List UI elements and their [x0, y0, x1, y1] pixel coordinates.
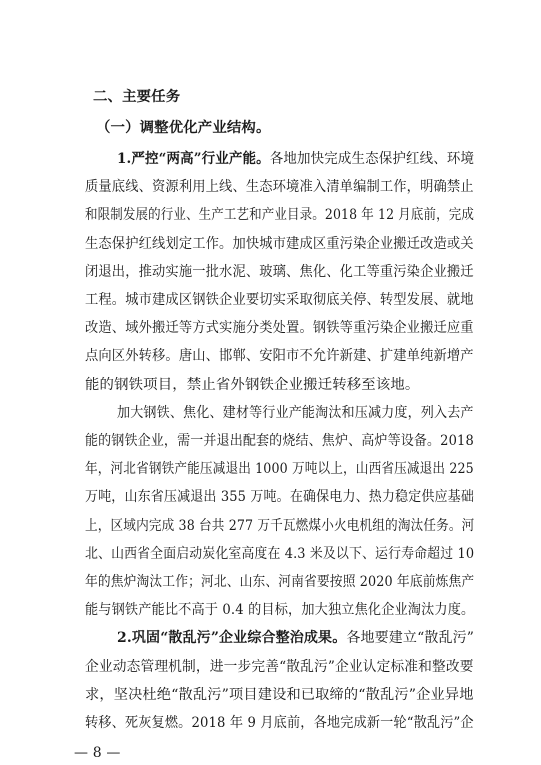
paragraph-2-line-2: 能的钢铁企业，需一并退出配套的烧结、焦炉、高炉等设备。2018 — [85, 433, 474, 449]
paragraph-3-line-3: 求，坚决杜绝“散乱污”项目建设和已取缔的“散乱污”企业异地 — [85, 686, 474, 703]
paragraph-1-line-3: 和限制发展的行业、生产工艺和产业目录。2018 年 12 月底前，完成 — [85, 207, 475, 224]
subsection-heading: （一）调整优化产业结构。 — [96, 119, 271, 136]
paragraph-2-line-8: 能与钢铁产能比不高于 0.4 的目标，加大独立焦化企业淘汰力度。 — [85, 602, 475, 619]
paragraph-1-line-7: 改造、域外搬迁等方式实施分类处置。钢铁等重污染企业搬迁应重 — [85, 320, 474, 337]
paragraph-1-line-5: 闭退出，推动实施一批水泥、玻璃、焦化、化工等重污染企业搬迁 — [85, 263, 474, 280]
paragraph-1-text: 各地加快完成生态保护红线、环境 — [269, 151, 475, 167]
paragraph-1-line-1 — [117, 150, 474, 168]
page-number: — 8 — — [74, 745, 121, 762]
paragraph-1-line-4: 生态保护红线划定工作。加快城市建成区重污染企业搬迁改造或关 — [85, 235, 474, 252]
paragraph-2-line-7: 年的焦炉淘汰工作；河北、山东、河南省要按照 2020 年底前炼焦产 — [85, 574, 475, 590]
paragraph-2-line-5: 上，区域内完成 38 台共 277 万千瓦燃煤小火电机组的淘汰任务。河 — [85, 517, 475, 534]
paragraph-2-line-6: 北、山西省全面启动炭化室高度在 4.3 米及以下、运行寿命超过 10 — [85, 545, 475, 562]
paragraph-1-lead: 1.严控“两高”行业产能。 — [117, 150, 270, 167]
paragraph-2-line-1: 加大钢铁、焦化、建材等行业产能淘汰和压减力度，列入去产 — [117, 404, 474, 421]
paragraph-1-line-6: 工程。城市建成区钢铁企业要切实采取彻底关停、转型发展、就地 — [85, 292, 474, 308]
paragraph-2-line-4: 万吨，山东省压减退出 355 万吨。在确保电力、热力稳定供应基础 — [85, 489, 474, 506]
paragraph-3-text: 各地要建立“散乱污” — [346, 630, 475, 647]
paragraph-3-lead: 2.巩固“散乱污”企业综合整治成果。 — [117, 629, 347, 647]
section-heading: 二、主要任务 — [93, 89, 181, 105]
paragraph-1-line-2: 质量底线、资源利用上线、生态环境准入清单编制工作，明确禁止 — [85, 179, 474, 196]
paragraph-3-line-4: 转移、死灰复燃。2018 年 9 月底前，各地完成新一轮“散乱污”企 — [85, 715, 474, 731]
paragraph-1-line-8: 点向区外转移。唐山、邯郸、安阳市不允许新建、扩建单纯新增产 — [85, 348, 474, 365]
paragraph-3-line-1 — [117, 629, 474, 647]
paragraph-1-line-9: 能的钢铁项目，禁止省外钢铁企业搬迁转移至该地。 — [85, 376, 420, 393]
paragraph-2-line-3: 年，河北省钢铁产能压减退出 1000 万吨以上，山西省压减退出 225 — [85, 461, 474, 478]
paragraph-3-line-2: 企业动态管理机制，进一步完善“散乱污”企业认定标准和整改要 — [85, 658, 474, 675]
